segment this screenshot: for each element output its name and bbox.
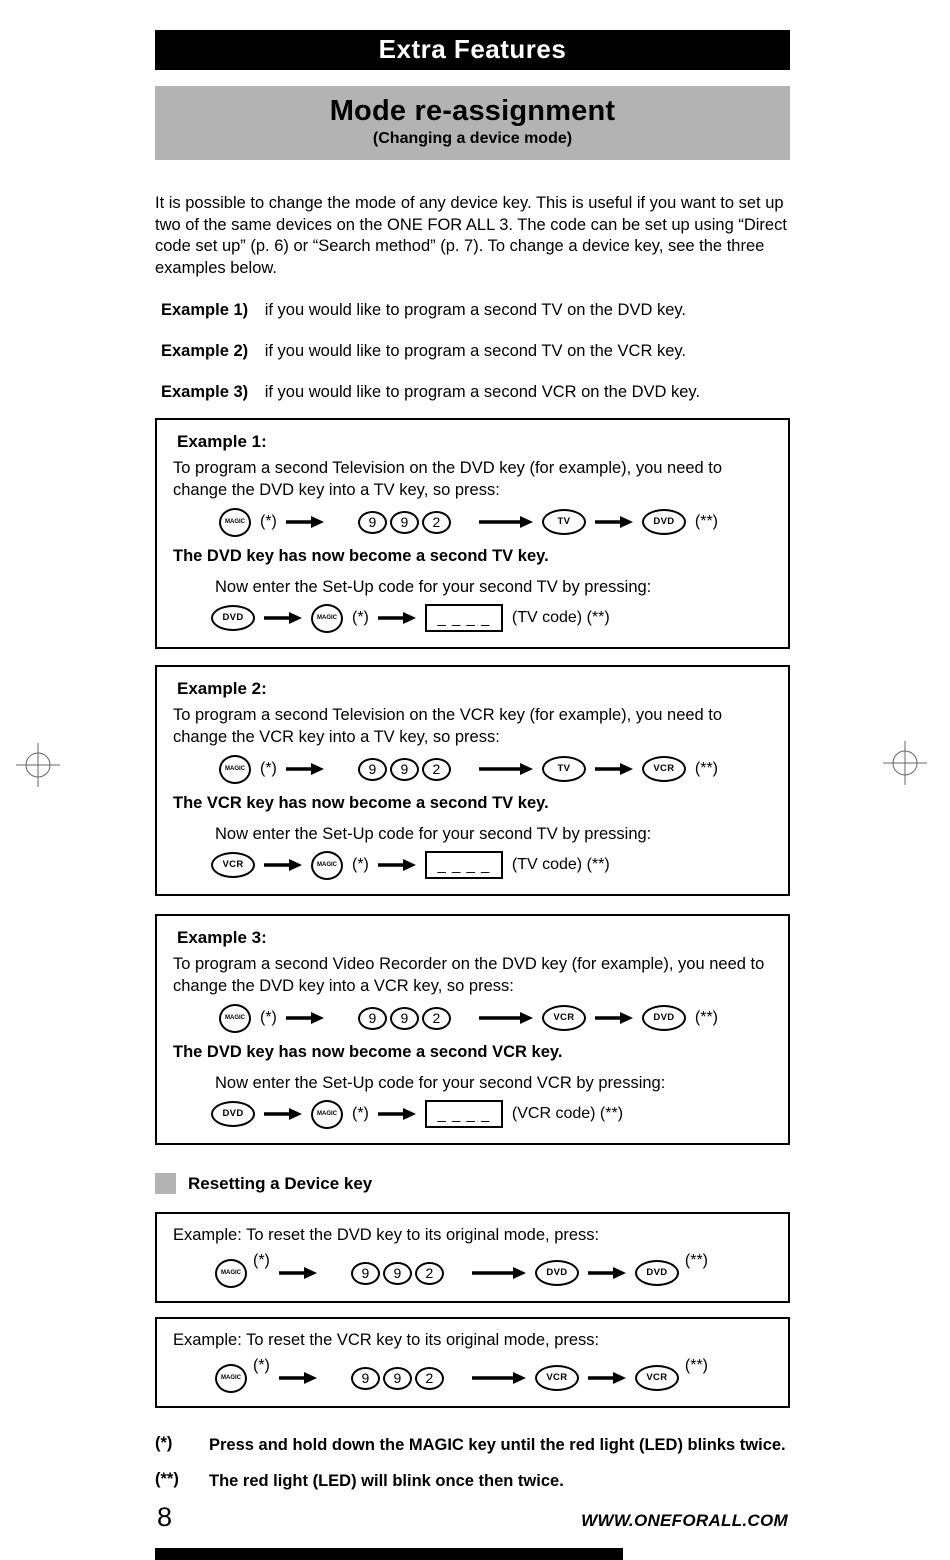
example-2-box xyxy=(155,665,790,896)
sequence-annotation: (TV code) (**) xyxy=(511,609,610,626)
reset-vcr-text: Example: To reset the VCR key to its original mode, press: xyxy=(173,1331,600,1349)
right-arrow-icon xyxy=(378,611,416,625)
example-2-result: The VCR key has now become a second TV key. xyxy=(173,794,549,812)
sequence-annotation: (*) xyxy=(352,1105,369,1122)
9-key: 9 xyxy=(390,511,419,534)
tv-key: TV xyxy=(542,509,586,535)
magic-key: MAGIC xyxy=(219,755,251,784)
dvd-key: DVD xyxy=(535,1260,579,1286)
gray-square-bullet-icon xyxy=(155,1173,176,1194)
dvd-key: DVD xyxy=(642,509,686,535)
sequence-annotation: (*) xyxy=(253,1252,270,1269)
registration-mark-left xyxy=(16,743,60,787)
magic-key: MAGIC xyxy=(219,1004,251,1033)
print-registration-bar xyxy=(155,1548,623,1560)
sequence-annotation: (*) xyxy=(352,609,369,626)
right-arrow-icon xyxy=(264,858,302,872)
example-3-title: Example 3: xyxy=(177,928,267,947)
9-key: 9 xyxy=(390,758,419,781)
vcr-key: VCR xyxy=(535,1365,579,1391)
reset-dvd-key-sequence xyxy=(215,1253,772,1293)
intro-paragraph: It is possible to change the mode of any device key. This is useful if you want to set up two of the same devices on the ONE FOR ALL 3. The code can be set up using “Direct code set up” (p. 6) or “Search method” (p. 7). To change a device key, see the three examples below. xyxy=(155,194,787,277)
reset-vcr-box xyxy=(155,1317,790,1408)
sequence-annotation: (**) xyxy=(694,1009,718,1026)
example-list-item-1 xyxy=(161,301,790,320)
9-key: 9 xyxy=(383,1367,412,1390)
tv-key: TV xyxy=(542,756,586,782)
right-arrow-icon xyxy=(595,1011,633,1025)
footnote-1-marker: (*) xyxy=(155,1434,173,1452)
sequence-annotation: (**) xyxy=(684,1252,708,1269)
vcr-key: VCR xyxy=(642,756,686,782)
page-content xyxy=(155,0,790,1533)
code-entry-box: _ _ _ _ xyxy=(425,1100,503,1128)
footnote-2-text: The red light (LED) will blink once then twice. xyxy=(209,1472,564,1490)
sequence-annotation: (**) xyxy=(684,1357,708,1374)
sequence-annotation: (*) xyxy=(260,760,277,777)
resetting-heading xyxy=(155,1173,790,1194)
9-key: 9 xyxy=(383,1262,412,1285)
page-number: 8 xyxy=(157,1502,173,1532)
title-banner xyxy=(155,86,790,160)
example-1-result: The DVD key has now become a second TV key. xyxy=(173,547,549,565)
magic-key: MAGIC xyxy=(311,1100,343,1129)
2-key: 2 xyxy=(422,1007,451,1030)
9-key: 9 xyxy=(358,1007,387,1030)
example-1-description: To program a second Television on the DVD key (for example), you need to change the DVD key into a TV key, so press: xyxy=(173,459,723,499)
2-key: 2 xyxy=(415,1367,444,1390)
2-key: 2 xyxy=(422,511,451,534)
example-3-description: To program a second Video Recorder on the DVD key (for example), you need to change the DVD key into a VCR key, so press: xyxy=(173,955,765,995)
resetting-heading-text: Resetting a Device key xyxy=(188,1173,373,1193)
magic-key: MAGIC xyxy=(215,1364,247,1393)
page-title: Mode re-assignment xyxy=(329,95,616,127)
code-entry-box: _ _ _ _ xyxy=(425,851,503,879)
sequence-annotation: (**) xyxy=(694,513,718,530)
right-arrow-icon xyxy=(279,1371,317,1385)
right-arrow-icon xyxy=(479,762,533,776)
2-key: 2 xyxy=(415,1262,444,1285)
dvd-key: DVD xyxy=(635,1260,679,1286)
sequence-annotation: (*) xyxy=(253,1357,270,1374)
right-arrow-icon xyxy=(595,762,633,776)
example-list-item-2 xyxy=(161,342,790,361)
example-1-key-sequence xyxy=(219,505,772,539)
example-2-setup-instruction: Now enter the Set-Up code for your second TV by pressing: xyxy=(215,825,652,843)
example-3-setup-instruction: Now enter the Set-Up code for your second VCR by pressing: xyxy=(215,1074,666,1092)
example-1-setup-instruction: Now enter the Set-Up code for your second TV by pressing: xyxy=(215,578,652,596)
example-3-key-sequence xyxy=(219,1001,772,1035)
dvd-key: DVD xyxy=(642,1005,686,1031)
right-arrow-icon xyxy=(286,762,324,776)
footnote-1-text: Press and hold down the MAGIC key until the red light (LED) blinks twice. xyxy=(209,1436,786,1454)
9-key: 9 xyxy=(351,1367,380,1390)
example-1-title: Example 1: xyxy=(177,432,267,451)
sequence-annotation: (VCR code) (**) xyxy=(511,1105,624,1122)
example-3-code-sequence xyxy=(211,1097,772,1131)
example-1-box xyxy=(155,418,790,649)
right-arrow-icon xyxy=(472,1371,526,1385)
example-summary-list xyxy=(155,301,790,402)
right-arrow-icon xyxy=(479,515,533,529)
9-key: 9 xyxy=(351,1262,380,1285)
footnote-magic-key xyxy=(155,1434,790,1456)
right-arrow-icon xyxy=(279,1266,317,1280)
reset-dvd-text: Example: To reset the DVD key to its original mode, press: xyxy=(173,1226,600,1244)
example-2-key-sequence xyxy=(219,752,772,786)
magic-key: MAGIC xyxy=(311,851,343,880)
example-2-title: Example 2: xyxy=(177,679,267,698)
9-key: 9 xyxy=(390,1007,419,1030)
registration-mark-right xyxy=(883,741,927,785)
right-arrow-icon xyxy=(378,1107,416,1121)
code-entry-box: _ _ _ _ xyxy=(425,604,503,632)
example-2-text: if you would like to program a second TV on the VCR key. xyxy=(264,342,686,360)
example-list-item-3 xyxy=(161,383,790,402)
vcr-key: VCR xyxy=(211,852,255,878)
right-arrow-icon xyxy=(286,515,324,529)
page-footer xyxy=(155,1502,790,1533)
right-arrow-icon xyxy=(588,1371,626,1385)
vcr-key: VCR xyxy=(635,1365,679,1391)
example-3-text: if you would like to program a second VCR on the DVD key. xyxy=(264,383,701,401)
reset-vcr-key-sequence xyxy=(215,1358,772,1398)
magic-key: MAGIC xyxy=(311,604,343,633)
footnote-2-marker: (**) xyxy=(155,1470,179,1488)
right-arrow-icon xyxy=(264,1107,302,1121)
right-arrow-icon xyxy=(472,1266,526,1280)
dvd-key: DVD xyxy=(211,1101,255,1127)
sequence-annotation: (*) xyxy=(352,856,369,873)
vcr-key: VCR xyxy=(542,1005,586,1031)
right-arrow-icon xyxy=(479,1011,533,1025)
2-key: 2 xyxy=(422,758,451,781)
example-2-code-sequence xyxy=(211,848,772,882)
example-3-box xyxy=(155,914,790,1145)
sequence-annotation: (*) xyxy=(260,1009,277,1026)
right-arrow-icon xyxy=(588,1266,626,1280)
page-subtitle: (Changing a device mode) xyxy=(372,130,573,147)
9-key: 9 xyxy=(358,758,387,781)
example-3-label: Example 3) xyxy=(161,383,249,401)
magic-key: MAGIC xyxy=(219,508,251,537)
footnotes xyxy=(155,1434,790,1492)
website-url: WWW.ONEFORALL.COM xyxy=(581,1511,788,1530)
sequence-annotation: (*) xyxy=(260,513,277,530)
9-key: 9 xyxy=(358,511,387,534)
magic-key: MAGIC xyxy=(215,1259,247,1288)
example-1-code-sequence xyxy=(211,601,772,635)
example-1-text: if you would like to program a second TV on the DVD key. xyxy=(264,301,686,319)
example-1-label: Example 1) xyxy=(161,301,249,319)
dvd-key: DVD xyxy=(211,605,255,631)
reset-dvd-box xyxy=(155,1212,790,1303)
sequence-annotation: (TV code) (**) xyxy=(511,856,610,873)
example-2-label: Example 2) xyxy=(161,342,249,360)
example-3-result: The DVD key has now become a second VCR key. xyxy=(173,1043,563,1061)
right-arrow-icon xyxy=(264,611,302,625)
right-arrow-icon xyxy=(286,1011,324,1025)
example-2-description: To program a second Television on the VCR key (for example), you need to change the VCR key into a TV key, so press: xyxy=(173,706,723,746)
section-banner xyxy=(155,30,790,70)
footnote-led xyxy=(155,1470,790,1492)
right-arrow-icon xyxy=(595,515,633,529)
sequence-annotation: (**) xyxy=(694,760,718,777)
section-banner-title: Extra Features xyxy=(378,34,567,64)
right-arrow-icon xyxy=(378,858,416,872)
